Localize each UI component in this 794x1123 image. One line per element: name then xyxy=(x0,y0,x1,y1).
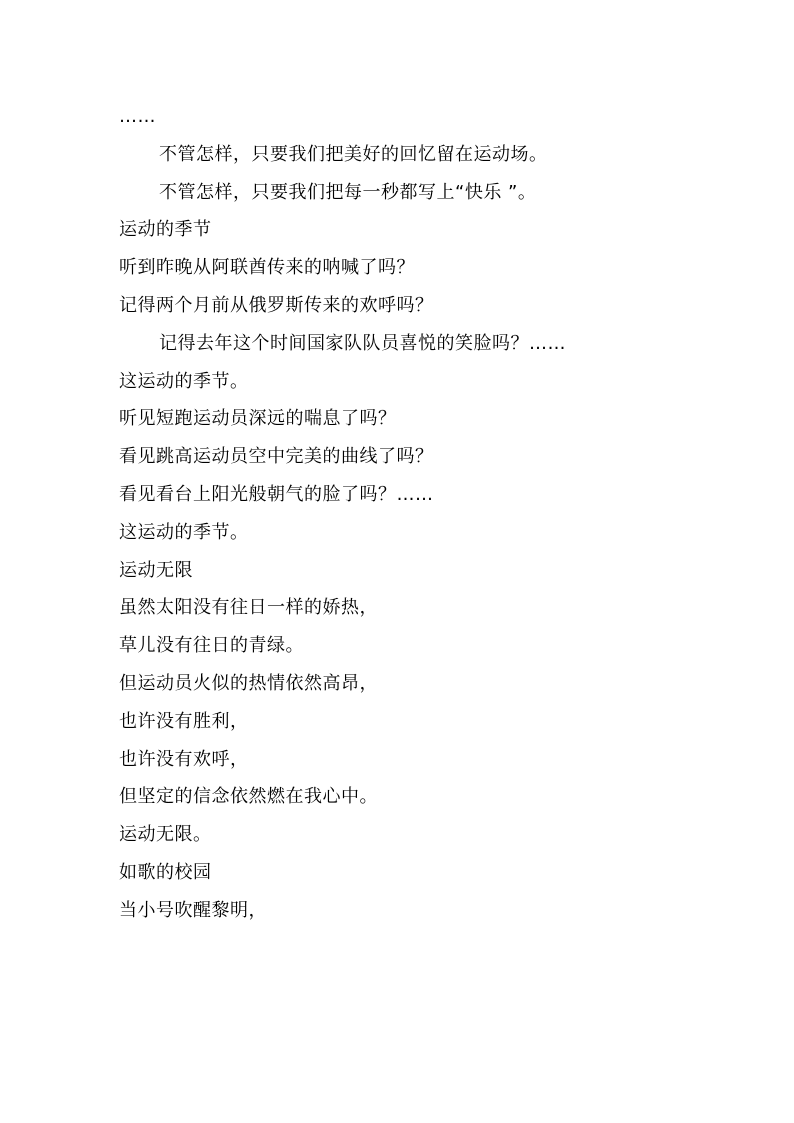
text-line: 这运动的季节。 xyxy=(119,521,249,543)
text-line: 不管怎样，只要我们把每一秒都写上“快乐 ”。 xyxy=(159,181,537,203)
text-line: 记得去年这个时间国家队队员喜悦的笑脸吗？…… xyxy=(159,332,566,354)
text-line: …… xyxy=(119,106,156,127)
text-line: 听见短跑运动员深远的喘息了吗？ xyxy=(119,408,397,430)
text-line: 看见看台上阳光般朝气的脸了吗？…… xyxy=(119,483,434,505)
section-heading: 运动的季节 xyxy=(119,219,212,241)
text-line: 运动无限。 xyxy=(119,824,212,846)
document-body xyxy=(119,98,759,930)
section-heading: 运动无限 xyxy=(119,559,193,581)
text-line: 虽然太阳没有往日一样的娇热， xyxy=(119,597,378,619)
text-line: 草儿没有往日的青绿。 xyxy=(119,635,304,657)
text-line: 也许没有欢呼， xyxy=(119,748,249,770)
text-line: 这运动的季节。 xyxy=(119,370,249,392)
text-line: 也许没有胜利， xyxy=(119,710,249,732)
text-line: 但坚定的信念依然燃在我心中。 xyxy=(119,786,378,808)
text-line: 看见跳高运动员空中完美的曲线了吗？ xyxy=(119,446,434,468)
text-line: 记得两个月前从俄罗斯传来的欢呼吗？ xyxy=(119,294,434,316)
text-line: 当小号吹醒黎明， xyxy=(119,899,267,921)
section-heading: 如歌的校园 xyxy=(119,861,212,883)
text-line: 但运动员火似的热情依然高昂， xyxy=(119,672,378,694)
text-line: 听到昨晚从阿联酋传来的呐喊了吗？ xyxy=(119,257,415,279)
text-line: 不管怎样，只要我们把美好的回忆留在运动场。 xyxy=(159,143,548,165)
